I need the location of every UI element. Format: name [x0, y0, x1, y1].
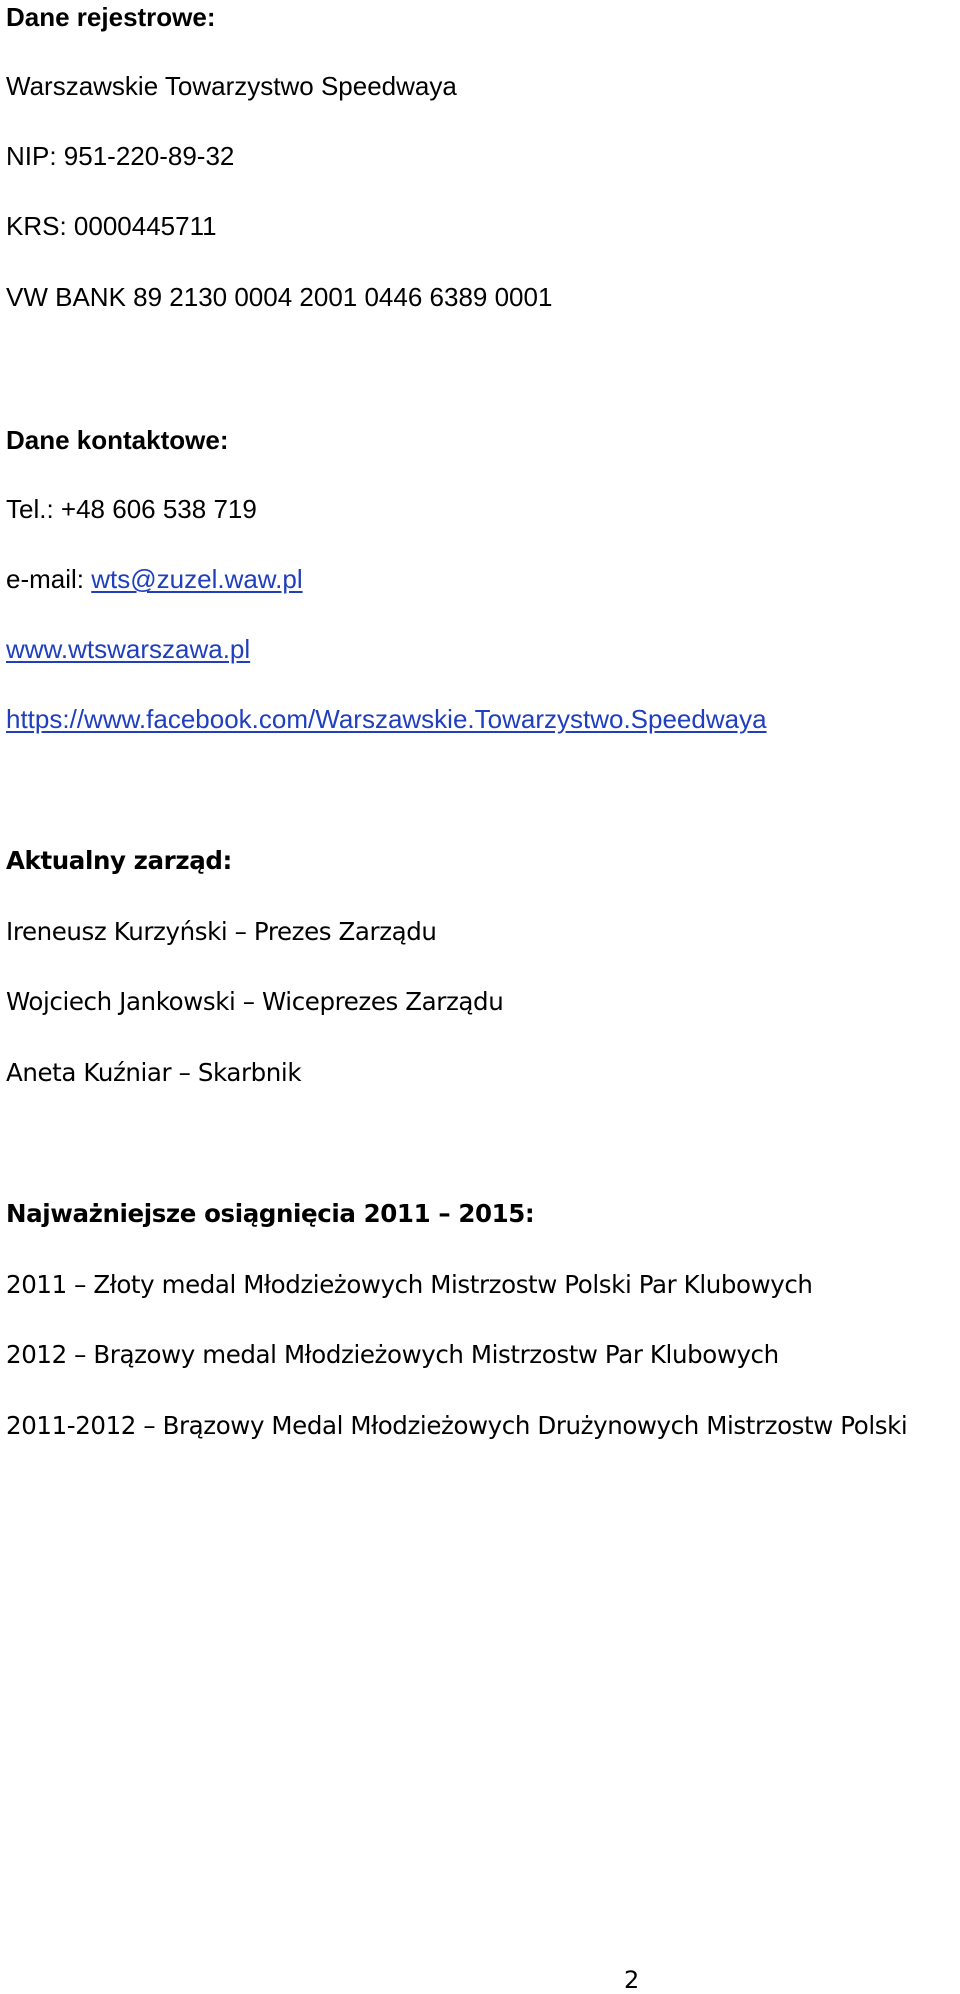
bank-account: VW BANK 89 2130 0004 2001 0446 6389 0001 — [6, 282, 553, 312]
achievement-item: 2011 – Złoty medal Młodzieżowych Mistrzostw Polski Par Klubowych — [6, 1270, 813, 1299]
achievements-heading: Najważniejsze osiągnięcia 2011 – 2015: — [6, 1199, 535, 1228]
achievement-item: 2011-2012 – Brązowy Medal Młodzieżowych Drużynowych Mistrzostw Polski — [6, 1411, 908, 1440]
email-label: e-mail: — [6, 564, 92, 594]
contact-heading: Dane kontaktowe: — [6, 425, 229, 455]
page-number: 2 — [624, 1966, 640, 1994]
email-link[interactable]: wts@zuzel.waw.pl — [91, 564, 303, 594]
krs-number: KRS: 0000445711 — [6, 211, 217, 241]
nip-number: NIP: 951-220-89-32 — [6, 141, 235, 171]
organization-name: Warszawskie Towarzystwo Speedwaya — [6, 71, 457, 101]
achievement-item: 2012 – Brązowy medal Młodzieżowych Mistrzostw Par Klubowych — [6, 1340, 779, 1369]
email-line — [6, 566, 303, 592]
registration-heading: Dane rejestrowe: — [6, 2, 216, 32]
website-line — [6, 636, 250, 662]
website-link[interactable]: www.wtswarszawa.pl — [6, 634, 251, 664]
board-member: Wojciech Jankowski – Wiceprezes Zarządu — [6, 987, 504, 1016]
facebook-line — [6, 706, 767, 732]
facebook-link[interactable]: https://www.facebook.com/Warszawskie.Towarzystwo.Speedwaya — [6, 704, 767, 734]
board-member: Aneta Kuźniar – Skarbnik — [6, 1058, 302, 1087]
phone-number: Tel.: +48 606 538 719 — [6, 494, 257, 524]
board-heading: Aktualny zarząd: — [6, 846, 232, 875]
board-member: Ireneusz Kurzyński – Prezes Zarządu — [6, 917, 437, 946]
